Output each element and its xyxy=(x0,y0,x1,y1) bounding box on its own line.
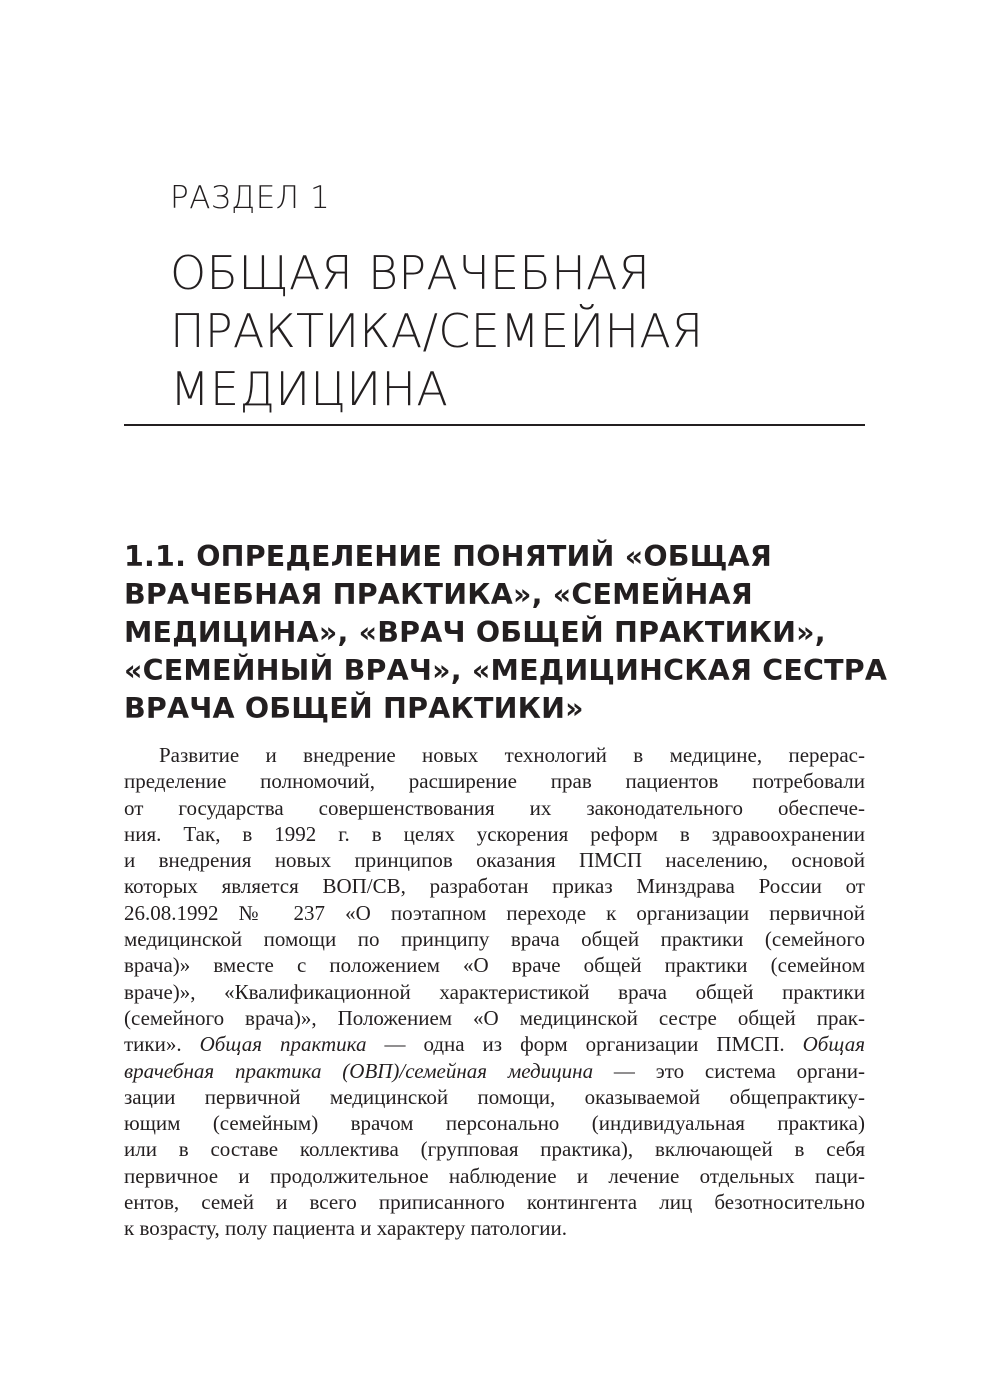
subsection-heading xyxy=(124,538,888,728)
chapter-title xyxy=(170,244,870,418)
subsection-heading-line: ВРАЧЕБНАЯ ПРАКТИКА», «СЕМЕЙНАЯ xyxy=(124,578,753,611)
body-line: ния. Так, в 1992 г. в целях ускорения реформ в здравоохранении xyxy=(124,821,865,846)
body-paragraph xyxy=(124,742,865,1242)
body-line: первичное и продолжительное наблюдение и лечение отдельных паци- xyxy=(124,1163,865,1188)
subsection-heading-line: МЕДИЦИНА», «ВРАЧ ОБЩЕЙ ПРАКТИКИ», xyxy=(124,616,826,649)
body-line: к возрасту, полу пациента и характеру патологии. xyxy=(124,1216,567,1241)
body-line: и внедрения новых принципов оказания ПМСП населению, основой xyxy=(124,848,865,873)
body-line: зации первичной медицинской помощи, оказываемой общепрактику- xyxy=(124,1084,865,1109)
body-line: которых является ВОП/СВ, разработан приказ Минздрава России от xyxy=(124,874,865,899)
chapter-title-line: МЕДИЦИНА xyxy=(170,362,449,416)
subsection-heading-line: ВРАЧА ОБЩЕЙ ПРАКТИКИ» xyxy=(124,692,584,725)
subsection-heading-line: «СЕМЕЙНЫЙ ВРАЧ», «МЕДИЦИНСКАЯ СЕСТРА xyxy=(124,654,888,687)
italic-term-family-medicine: врачебная практика (ОВП)/семейная медицина xyxy=(124,1058,594,1083)
body-line: врача)» вместе с положением «О враче общей практики (семейном xyxy=(124,953,865,978)
section-label: РАЗДЕЛ 1 xyxy=(170,180,331,216)
body-line xyxy=(124,1031,865,1057)
body-text-run: — это система органи- xyxy=(593,1058,865,1083)
body-line: 26.08.1992 № 237 «О поэтапном переходе к организации первичной xyxy=(124,900,865,925)
body-text-run: тики». xyxy=(124,1032,200,1057)
chapter-title-line: ОБЩАЯ ВРАЧЕБНАЯ xyxy=(170,246,651,300)
body-line: или в составе коллектива (групповая практика), включающей в себя xyxy=(124,1137,865,1162)
italic-term-start: Общая xyxy=(802,1032,865,1057)
body-line: ющим (семейным) врачом персонально (индивидуальная практика) xyxy=(124,1111,865,1136)
title-underline-divider xyxy=(124,424,865,426)
body-line: (семейного врача)», Положением «О медицинской сестре общей прак- xyxy=(124,1005,865,1030)
body-line: ентов, семей и всего приписанного контингента лиц безотносительно xyxy=(124,1190,865,1215)
body-line: медицинской помощи по принципу врача общей практики (семейного xyxy=(124,927,865,952)
body-line: Развитие и внедрение новых технологий в медицине, перерас- xyxy=(159,743,865,767)
italic-term-general-practice: Общая практика xyxy=(199,1032,367,1057)
body-line: пределение полномочий, расширение прав пациентов потребовали xyxy=(124,769,865,794)
body-line: враче)», «Квалификационной характеристикой врача общей практики xyxy=(124,979,865,1004)
body-line: от государства совершенствования их законодательного обеспече- xyxy=(124,795,865,820)
body-text-run: — одна из форм организации ПМСП. xyxy=(366,1032,803,1057)
body-line xyxy=(124,1058,865,1084)
subsection-heading-line: 1.1. ОПРЕДЕЛЕНИЕ ПОНЯТИЙ «ОБЩАЯ xyxy=(124,540,773,573)
chapter-title-line: ПРАКТИКА/СЕМЕЙНАЯ xyxy=(170,304,704,358)
